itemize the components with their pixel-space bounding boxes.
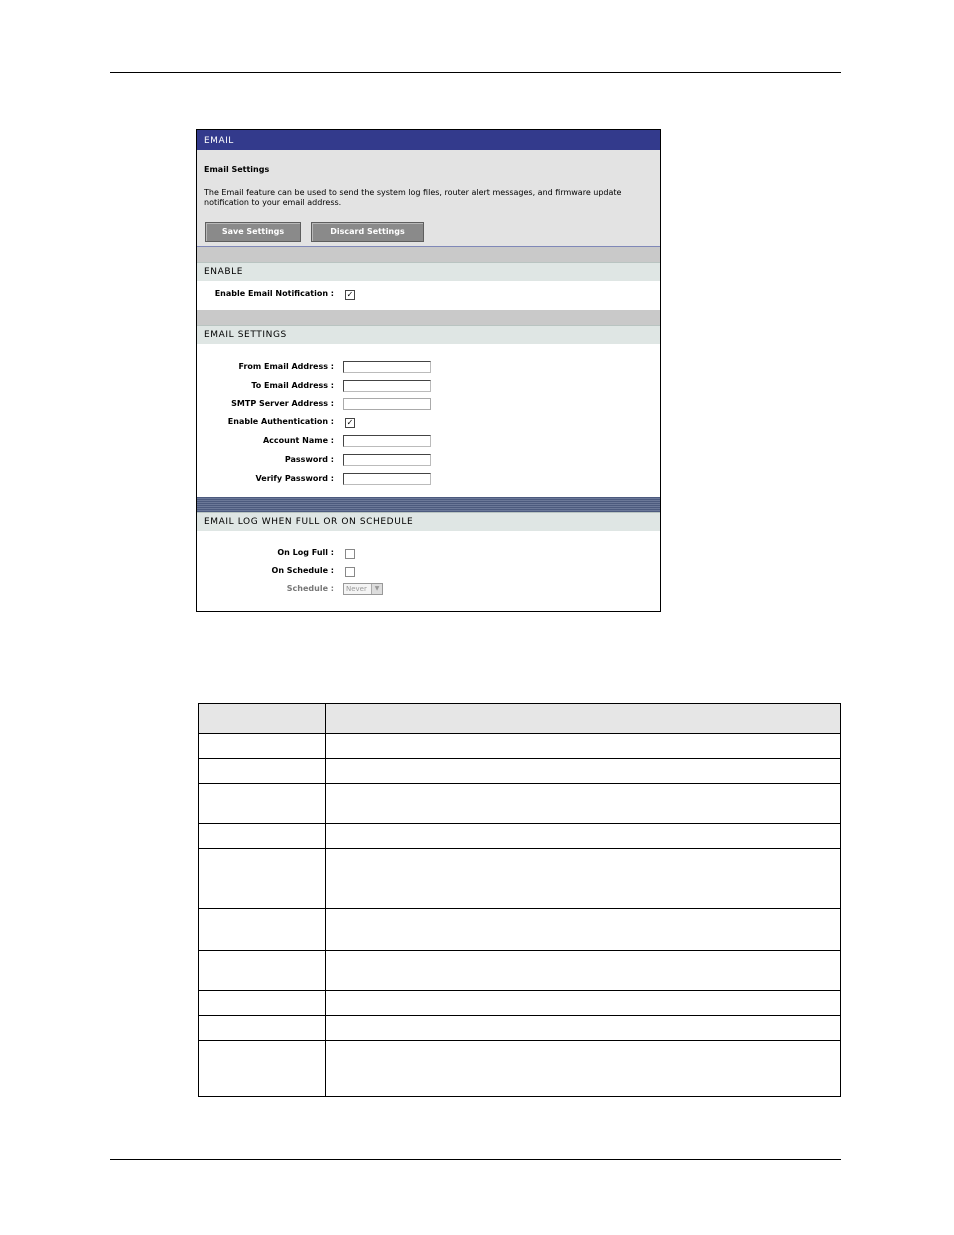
section-divider (197, 497, 660, 512)
to-email-label: To Email Address : (251, 381, 334, 390)
on-schedule-checkbox[interactable] (345, 567, 355, 577)
section-heading: Email Settings (204, 165, 270, 174)
on-schedule-label: On Schedule : (271, 566, 334, 575)
intro-section (197, 150, 660, 247)
table-row (199, 849, 841, 909)
verify-password-row (197, 473, 660, 487)
enable-notification-row (197, 288, 660, 302)
discard-settings-button[interactable]: Discard Settings (311, 222, 424, 242)
from-email-label: From Email Address : (238, 362, 334, 371)
account-name-input[interactable] (343, 435, 431, 447)
table-row (199, 734, 841, 759)
verify-password-input[interactable] (343, 473, 431, 485)
save-settings-button[interactable]: Save Settings (205, 222, 301, 242)
section-divider (197, 310, 660, 325)
account-name-label: Account Name : (262, 436, 334, 445)
table-row (199, 1015, 841, 1040)
table-header-cell (199, 704, 326, 734)
password-row (197, 454, 660, 468)
email-settings-panel (196, 129, 661, 612)
enable-section-title: ENABLE (197, 262, 660, 281)
section-divider (197, 247, 660, 262)
smtp-server-input[interactable] (343, 398, 431, 410)
schedule-row (197, 583, 660, 597)
to-email-input[interactable] (343, 380, 431, 392)
footer-rule (110, 1159, 841, 1160)
to-email-row (197, 380, 660, 394)
on-schedule-row (197, 565, 660, 579)
table-row (199, 784, 841, 824)
table-row (199, 759, 841, 784)
password-input[interactable] (343, 454, 431, 466)
chevron-down-icon: ▼ (371, 584, 382, 594)
table-row (199, 990, 841, 1015)
log-section-title: EMAIL LOG WHEN FULL OR ON SCHEDULE (197, 512, 660, 531)
enable-notification-label: Enable Email Notification : (214, 289, 334, 298)
table-header-cell (326, 704, 841, 734)
from-email-row (197, 361, 660, 375)
enable-authentication-checkbox[interactable]: ✓ (346, 418, 354, 427)
log-section-body (197, 531, 660, 611)
on-log-full-checkbox[interactable] (345, 549, 355, 559)
on-log-full-label: On Log Full : (277, 548, 334, 557)
on-log-full-row (197, 547, 660, 561)
enable-section-body (197, 281, 660, 310)
email-settings-section-title: EMAIL SETTINGS (197, 325, 660, 344)
table-row (199, 1040, 841, 1096)
enable-authentication-row (197, 416, 660, 430)
table-row (199, 950, 841, 990)
description-text: The Email feature can be used to send the system log files, router alert messages, and firmware update notification to your email address. (204, 188, 622, 207)
enable-authentication-label: Enable Authentication : (227, 417, 334, 426)
schedule-label: Schedule : (286, 584, 334, 593)
smtp-server-row (197, 398, 660, 412)
verify-password-label: Verify Password : (255, 474, 334, 483)
schedule-value: Never (346, 585, 367, 593)
schedule-select[interactable] (343, 583, 383, 595)
smtp-server-label: SMTP Server Address : (231, 399, 334, 408)
table-header-row (199, 704, 841, 734)
header-rule (110, 72, 841, 73)
from-email-input[interactable] (343, 361, 431, 373)
email-settings-section-body (197, 344, 660, 497)
password-label: Password : (284, 455, 334, 464)
account-name-row (197, 435, 660, 449)
table-row (199, 824, 841, 849)
field-description-table (198, 703, 841, 1097)
enable-notification-checkbox[interactable]: ✓ (346, 290, 354, 299)
panel-title: EMAIL (197, 130, 660, 150)
table-row (199, 909, 841, 950)
